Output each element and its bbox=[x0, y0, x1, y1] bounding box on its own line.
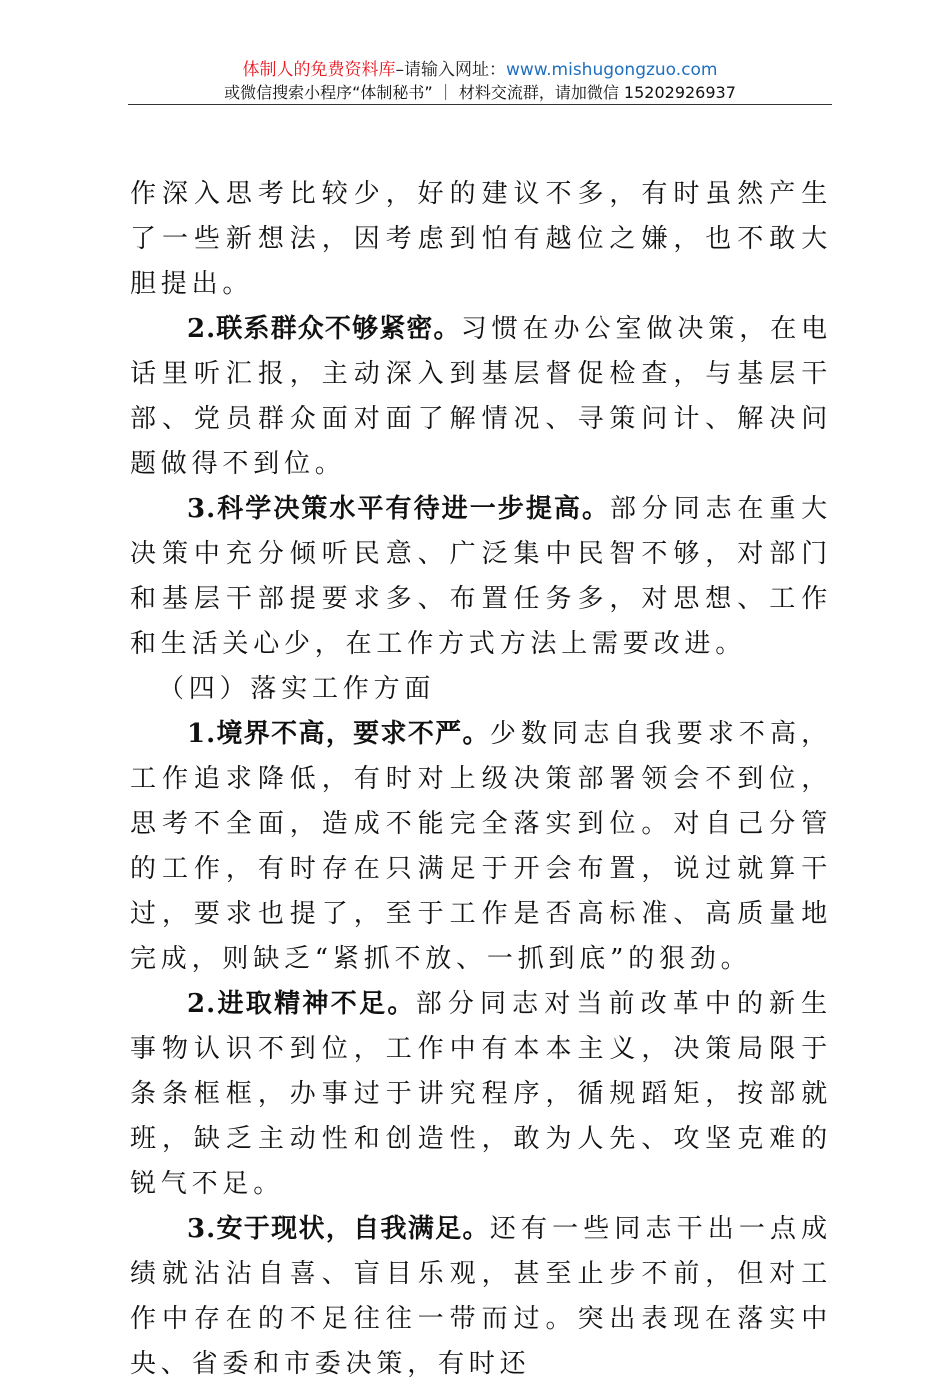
document-body bbox=[130, 172, 832, 1387]
website-link[interactable]: www.mishugongzuo.com bbox=[505, 60, 718, 80]
page-header bbox=[128, 58, 832, 104]
url-prompt: –请输入网址： bbox=[395, 60, 506, 80]
paragraph-item: 2.联系群众不够紧密。习惯在办公室做决策，在电话里听汇报，主动深入到基层督促检查，与基层干部、党员群众面对面了解情况、寻策问计、解决问题做得不到位。 bbox=[130, 314, 832, 479]
paragraph-item: 3.安于现状，自我满足。还有一些同志干出一点成绩就沾沾自喜、盲目乐观，甚至止步不前，但对工作中存在的不足往往一带而过。突出表现在落实中央、省委和市委决策，有时还 bbox=[130, 1214, 832, 1379]
header-line-2: 或微信搜索小程序“体制秘书” ｜ 材料交流群，请加微信 15202926937 bbox=[224, 83, 736, 102]
paragraph-lead: 2.进取精神不足。 bbox=[187, 989, 416, 1019]
paragraph-lead: 1.境界不高，要求不严。 bbox=[187, 719, 490, 749]
header-line-1 bbox=[128, 58, 832, 82]
paragraph-lead: 2.联系群众不够紧密。 bbox=[187, 314, 461, 344]
paragraph-item: 3.科学决策水平有待进一步提高。部分同志在重大决策中充分倾听民意、广泛集中民智不够，对部门和基层干部提要求多、布置任务多，对思想、工作和生活关心少，在工作方式方法上需要改进。 bbox=[130, 494, 832, 659]
header-divider bbox=[128, 104, 832, 105]
paragraph-lead: 3.安于现状，自我满足。 bbox=[187, 1214, 490, 1244]
paragraph-item: 2.进取精神不足。部分同志对当前改革中的新生事物认识不到位，工作中有本本主义，决策局限于条条框框，办事过于讲究程序，循规蹈矩，按部就班，缺乏主动性和创造性，敢为人先、攻坚克难的锐气不足。 bbox=[130, 989, 832, 1199]
paragraph-continuation: 作深入思考比较少，好的建议不多，有时虽然产生了一些新想法，因考虑到怕有越位之嫌，也不敢大胆提出。 bbox=[130, 179, 832, 299]
paragraph-lead: 3.科学决策水平有待进一步提高。 bbox=[187, 494, 611, 524]
paragraph-item: 1.境界不高，要求不严。少数同志自我要求不高，工作追求降低，有时对上级决策部署领会不到位，思考不全面，造成不能完全落实到位。对自己分管的工作，有时存在只满足于开会布置，说过就算干过，要求也提了，至于工作是否高标准、高质量地完成，则缺乏“紧抓不放、一抓到底”的狠劲。 bbox=[130, 719, 832, 974]
brand-text: 体制人的免费资料库 bbox=[242, 60, 396, 80]
section-heading: （四）落实工作方面 bbox=[158, 674, 436, 704]
